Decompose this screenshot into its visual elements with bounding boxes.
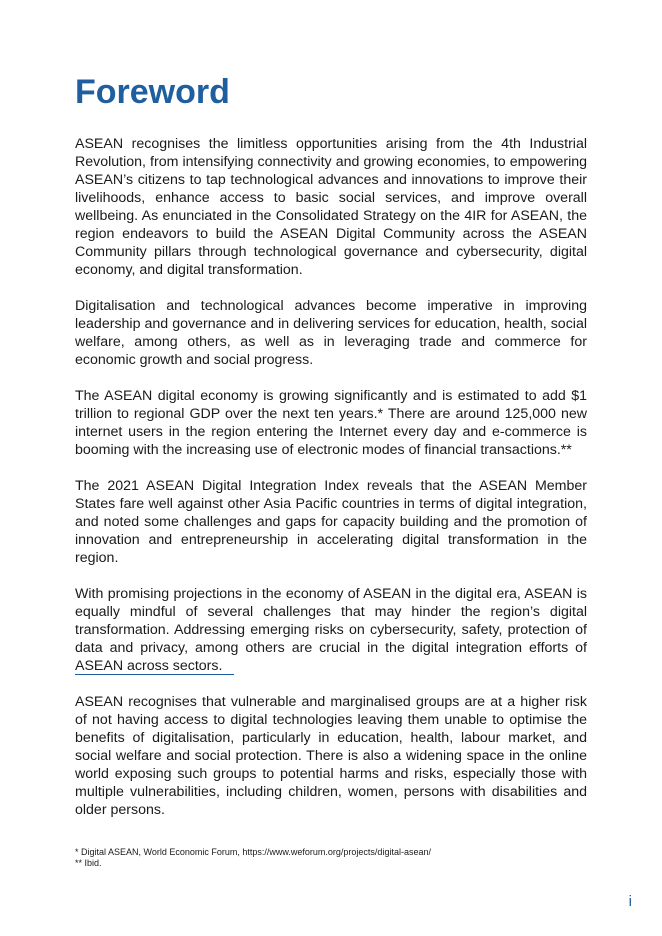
paragraph-3: The ASEAN digital economy is growing significantly and is estimated to add $1 trillion to regional GDP over the next ten years.* There are around 125,000 new internet users in the region entering the Internet every day and e-commerce is booming with the increasing use of electronic modes of financial transactions.** [75,388,587,458]
paragraph-5 [75,585,587,675]
page-number: i [628,893,632,910]
paragraph-6: ASEAN recognises that vulnerable and marginalised groups are at a higher risk of not having access to digital technologies leaving them unable to optimise the benefits of digitalisation, particularly in education, health, labour market, and social welfare and social protection. There is also a widening space in the online world exposing such groups to potential harms and risks, especially those with multiple vulnerabilities, including children, women, persons with disabilities and older persons. [75,694,587,818]
paragraph-1: ASEAN recognises the limitless opportunities arising from the 4th Industrial Revolution, from intensifying connectivity and growing economies, to empowering ASEAN’s citizens to tap technological advances and innovations to improve their livelihoods, enhance access to basic social services, and improve overall wellbeing. As enunciated in the Consolidated Strategy on the 4IR for ASEAN, the region endeavors to build the ASEAN Digital Community across the ASEAN Community pillars through technological governance and cybersecurity, digital economy, and digital transformation. [75,136,587,278]
page-title: Foreword [75,73,230,111]
footnote-1: * Digital ASEAN, World Economic Forum, https://www.weforum.org/projects/digital-asean/ [75,847,431,857]
footnotes [75,847,587,869]
paragraph-5-tail: ASEAN across sectors. [75,658,234,675]
paragraph-5-text: With promising projections in the economy of ASEAN in the digital era, ASEAN is equally mindful of several challenges that may hinder the region’s digital transformation. Addressing emerging risks on cybersecurity, safety, protection of data and privacy, among others are crucial in the digital integration efforts of [75,586,587,656]
paragraph-2: Digitalisation and technological advances become imperative in improving leadership and governance and in delivering services for education, health, social welfare, among others, as well as in leveraging trade and commerce for economic growth and social progress. [75,298,587,368]
body-text [75,135,587,837]
paragraph-4: The 2021 ASEAN Digital Integration Index reveals that the ASEAN Member States fare well against other Asia Pacific countries in terms of digital integration, and noted some challenges and gaps for capacity building and the promotion of innovation and entrepreneurship in accelerating digital transformation in the region. [75,478,587,566]
footnote-2: ** Ibid. [75,858,102,868]
